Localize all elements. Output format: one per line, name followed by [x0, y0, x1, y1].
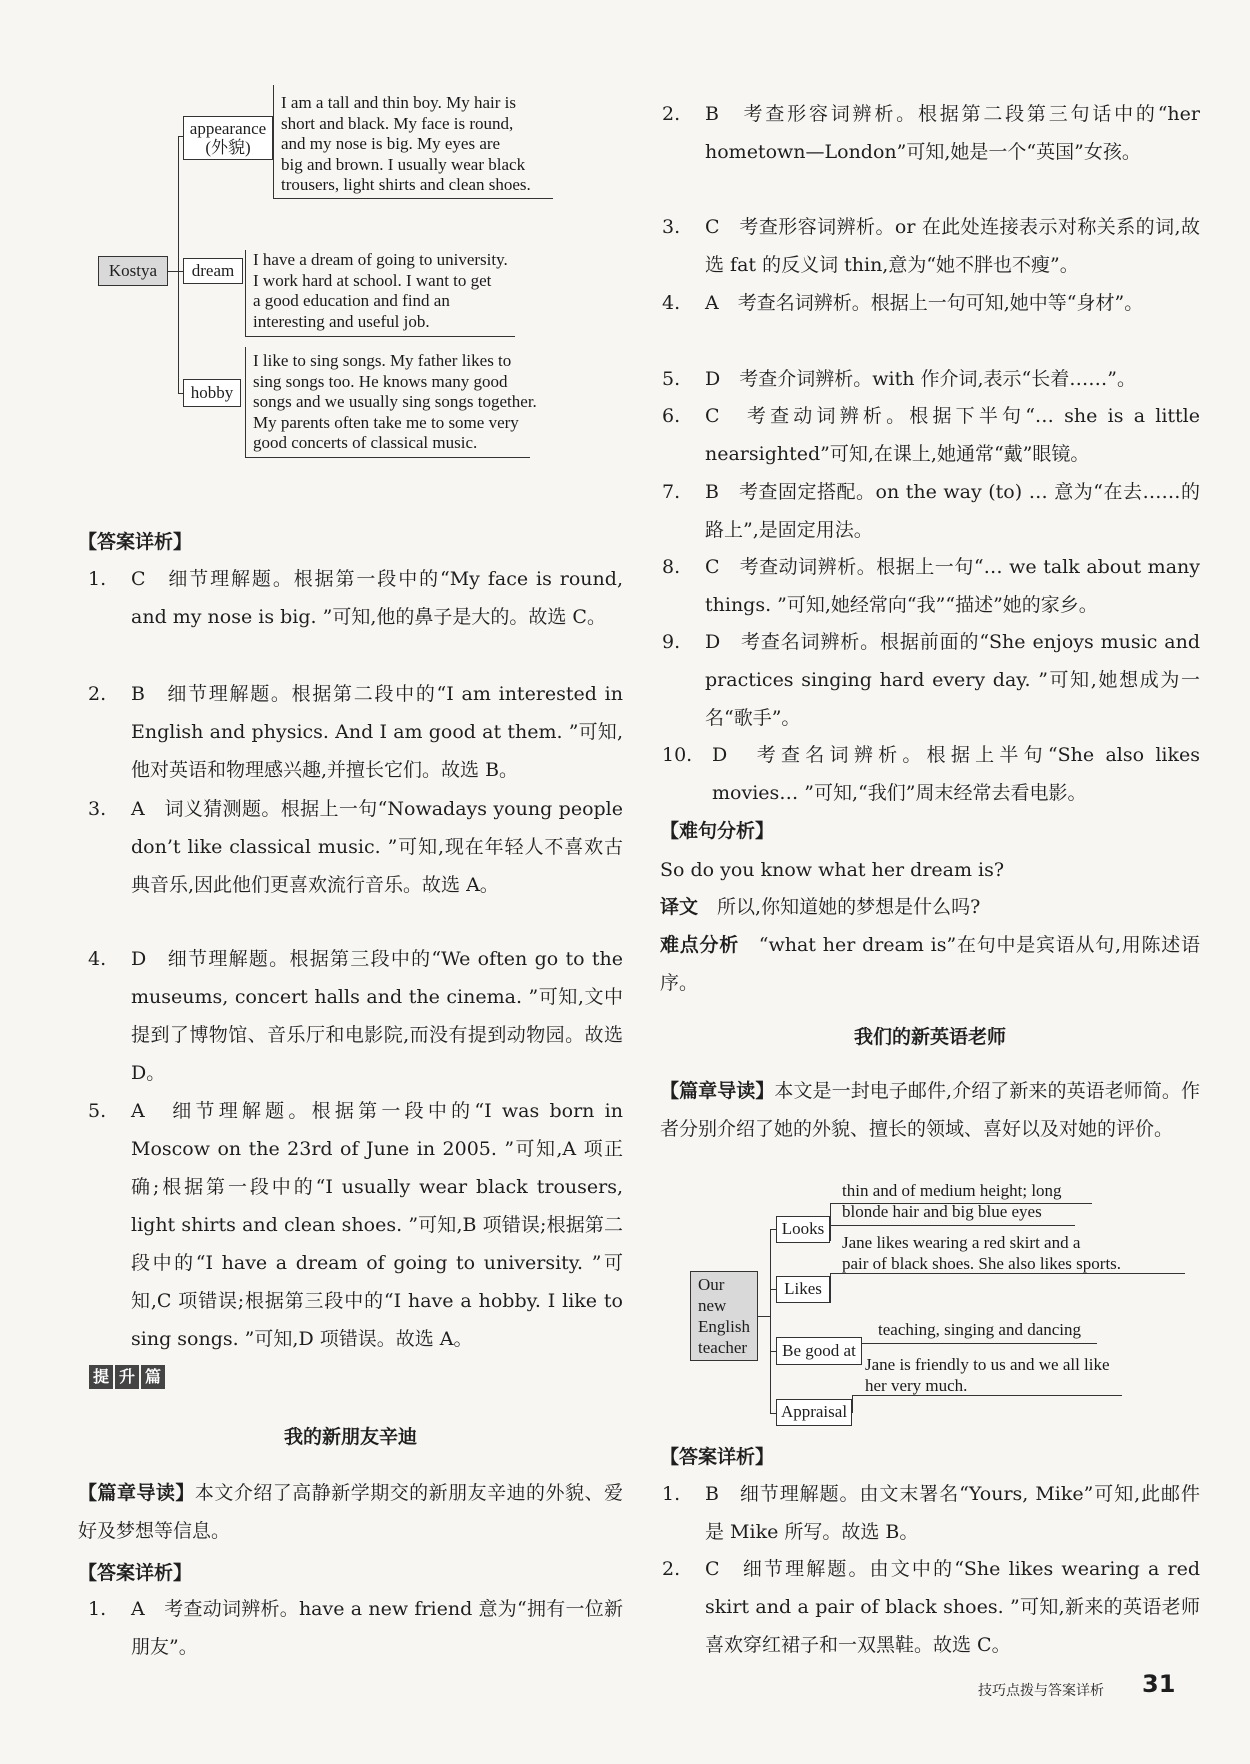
answer-item-cindy-1: 1. A 考查动词辨析。have a new friend 意为“拥有一位新朋友”。 [88, 1598, 623, 1658]
answer-item-5: 5. A 细节理解题。根据第一段中的“I was born in Moscow on the 23rd of June in 2005. ”可知,A 项正确;根据第一段中的“I usually wear black trousers, light shirts and clean shoes. ”可知,B 项错误;根据第二段中的“I have a dream of going to university. ”可知,C 项错误;根据第三段中的“I have a hobby. I like to sing songs. ”可知,D 项错误。故选 A。 [88, 1100, 623, 1350]
answer-item-r9: 9. D 考查名词辨析。根据前面的“She enjoys music and practices singing hard every day. ”可知,她想成为一名“歌手”。 [662, 631, 1200, 729]
difficulty-analysis: 难点分析 “what her dream is”在句中是宾语从句,用陈述语序。 [660, 934, 1200, 994]
map2-leaf-likes: Jane likes wearing a red skirt and a pair of black shoes. She also likes sports. [842, 1233, 1122, 1273]
map2-branch-looks: Looks [776, 1216, 830, 1243]
answer-item-2: 2. B 细节理解题。根据第二段中的“I am interested in English and physics. And I am good at them. ”可知,他对英语和物理感兴趣,并擅长它们。故选 B。 [88, 683, 623, 781]
page-number: 31 [1142, 1670, 1176, 1698]
section-badge: 提 升 篇 [89, 1365, 165, 1389]
kostya-mind-map [98, 85, 628, 470]
map2-root: Our new English teacher [690, 1271, 758, 1361]
answer-item-4: 4. D 细节理解题。根据第三段中的“We often go to the museums, concert halls and the cinema. ”可知,文中提到了博物馆、音乐厅和电影院,而没有提到动物园。故选 D。 [88, 948, 623, 1084]
answer-item-r6: 6. C 考查动词辨析。根据下半句“… she is a little nearsighted”可知,在课上,她通常“戴”眼镜。 [662, 405, 1200, 465]
answers-header-teacher: 【答案详析】 [660, 1446, 775, 1468]
map2-leaf-looks: thin and of medium height; long blonde hair and big blue eyes [842, 1181, 1062, 1221]
answer-item-r3: 3. C 考查形容词辨析。or 在此处连接表示对称关系的词,故选 fat 的反义词 thin,意为“她不胖也不瘦”。 [662, 216, 1200, 276]
map-leaf-hobby: I like to sing songs. My father likes to sing songs too. He knows many good songs and we usually sing songs together. My parents often take me to some very good concerts of classical music. [253, 351, 537, 452]
map-leaf-dream: I have a dream of going to university. I work hard at school. I want to get a good education and find an interesting and useful job. [253, 250, 508, 331]
footer-label: 技巧点拨与答案详析 [978, 1683, 1104, 1699]
section-title-cindy: 我的新朋友辛迪 [283, 1426, 417, 1448]
map2-branch-good-at: Be good at [776, 1337, 862, 1365]
answer-item-teacher-1: 1. B 细节理解题。由文末署名“Yours, Mike”可知,此邮件是 Mike 所写。故选 B。 [662, 1483, 1200, 1543]
answer-item-teacher-2: 2. C 细节理解题。由文中的“She likes wearing a red skirt and a pair of black shoes. ”可知,新来的英语老师喜欢穿红裙子和一双黑鞋。故选 C。 [662, 1558, 1200, 1656]
hard-sentence: So do you know what her dream is? [660, 859, 1005, 881]
map-branch-appearance [183, 116, 273, 160]
map2-leaf-good-at: teaching, singing and dancing [878, 1320, 1082, 1339]
answer-item-r10: 10. D 考查名词辨析。根据上半句“She also likes movies… ”可知,“我们”周末经常去看电影。 [662, 744, 1200, 804]
answer-item-r5: 5. D 考查介词辨析。with 作介词,表示“长着……”。 [662, 368, 1136, 390]
intro-paragraph-teacher: 【篇章导读】本文是一封电子邮件,介绍了新来的英语老师简。作者分别介绍了她的外貌、擅长的领域、喜好以及对她的评价。 [660, 1080, 1200, 1140]
answer-item-r8: 8. C 考查动词辨析。根据上一句“… we talk about many things. ”可知,她经常向“我”“描述”她的家乡。 [662, 556, 1200, 616]
answer-item-r7: 7. B 考查固定搭配。on the way (to) … 意为“在去……的路上”,是固定用法。 [662, 481, 1200, 541]
branch-sublabel: (外貌) [205, 138, 251, 157]
map2-leaf-appraisal: Jane is friendly to us and we all like her very much. [865, 1355, 1110, 1395]
answer-item-r2: 2. B 考查形容词辨析。根据第二段第三句话中的“her hometown—London”可知,她是一个“英国”女孩。 [662, 103, 1200, 163]
branch-label: appearance [189, 119, 267, 138]
answer-item-3: 3. A 词义猜测题。根据上一句“Nowadays young people don’t like classical music. ”可知,现在年轻人不喜欢古典音乐,因此他们更喜欢流行音乐。故选 A。 [88, 798, 623, 896]
map-branch-hobby: hobby [183, 379, 241, 407]
answers-header: 【答案详析】 [78, 531, 193, 553]
translation: 译文 所以,你知道她的梦想是什么吗? [660, 896, 981, 918]
map2-branch-likes: Likes [776, 1276, 830, 1303]
answer-item-r4: 4. A 考查名词辨析。根据上一句可知,她中等“身材”。 [662, 292, 1144, 314]
map-leaf-appearance: I am a tall and thin boy. My hair is short and black. My face is round, and my nose is big. My eyes are big and brown. I usually wear black trousers, light shirts and clean shoes. [281, 93, 531, 194]
map-branch-dream: dream [183, 258, 243, 284]
teacher-mind-map [690, 1181, 1195, 1430]
answers-header-2: 【答案详析】 [78, 1562, 193, 1584]
section-title-teacher: 我们的新英语老师 [853, 1026, 1006, 1048]
answer-item-1: 1. C 细节理解题。根据第一段中的“My face is round, and my nose is big. ”可知,他的鼻子是大的。故选 C。 [88, 568, 623, 628]
intro-paragraph-cindy: 【篇章导读】本文介绍了高静新学期交的新朋友辛迪的外貌、爱好及梦想等信息。 [78, 1482, 623, 1542]
map2-branch-appraisal: Appraisal [776, 1399, 852, 1426]
hard-sentence-header: 【难句分析】 [660, 820, 775, 842]
map-root: Kostya [98, 256, 168, 286]
